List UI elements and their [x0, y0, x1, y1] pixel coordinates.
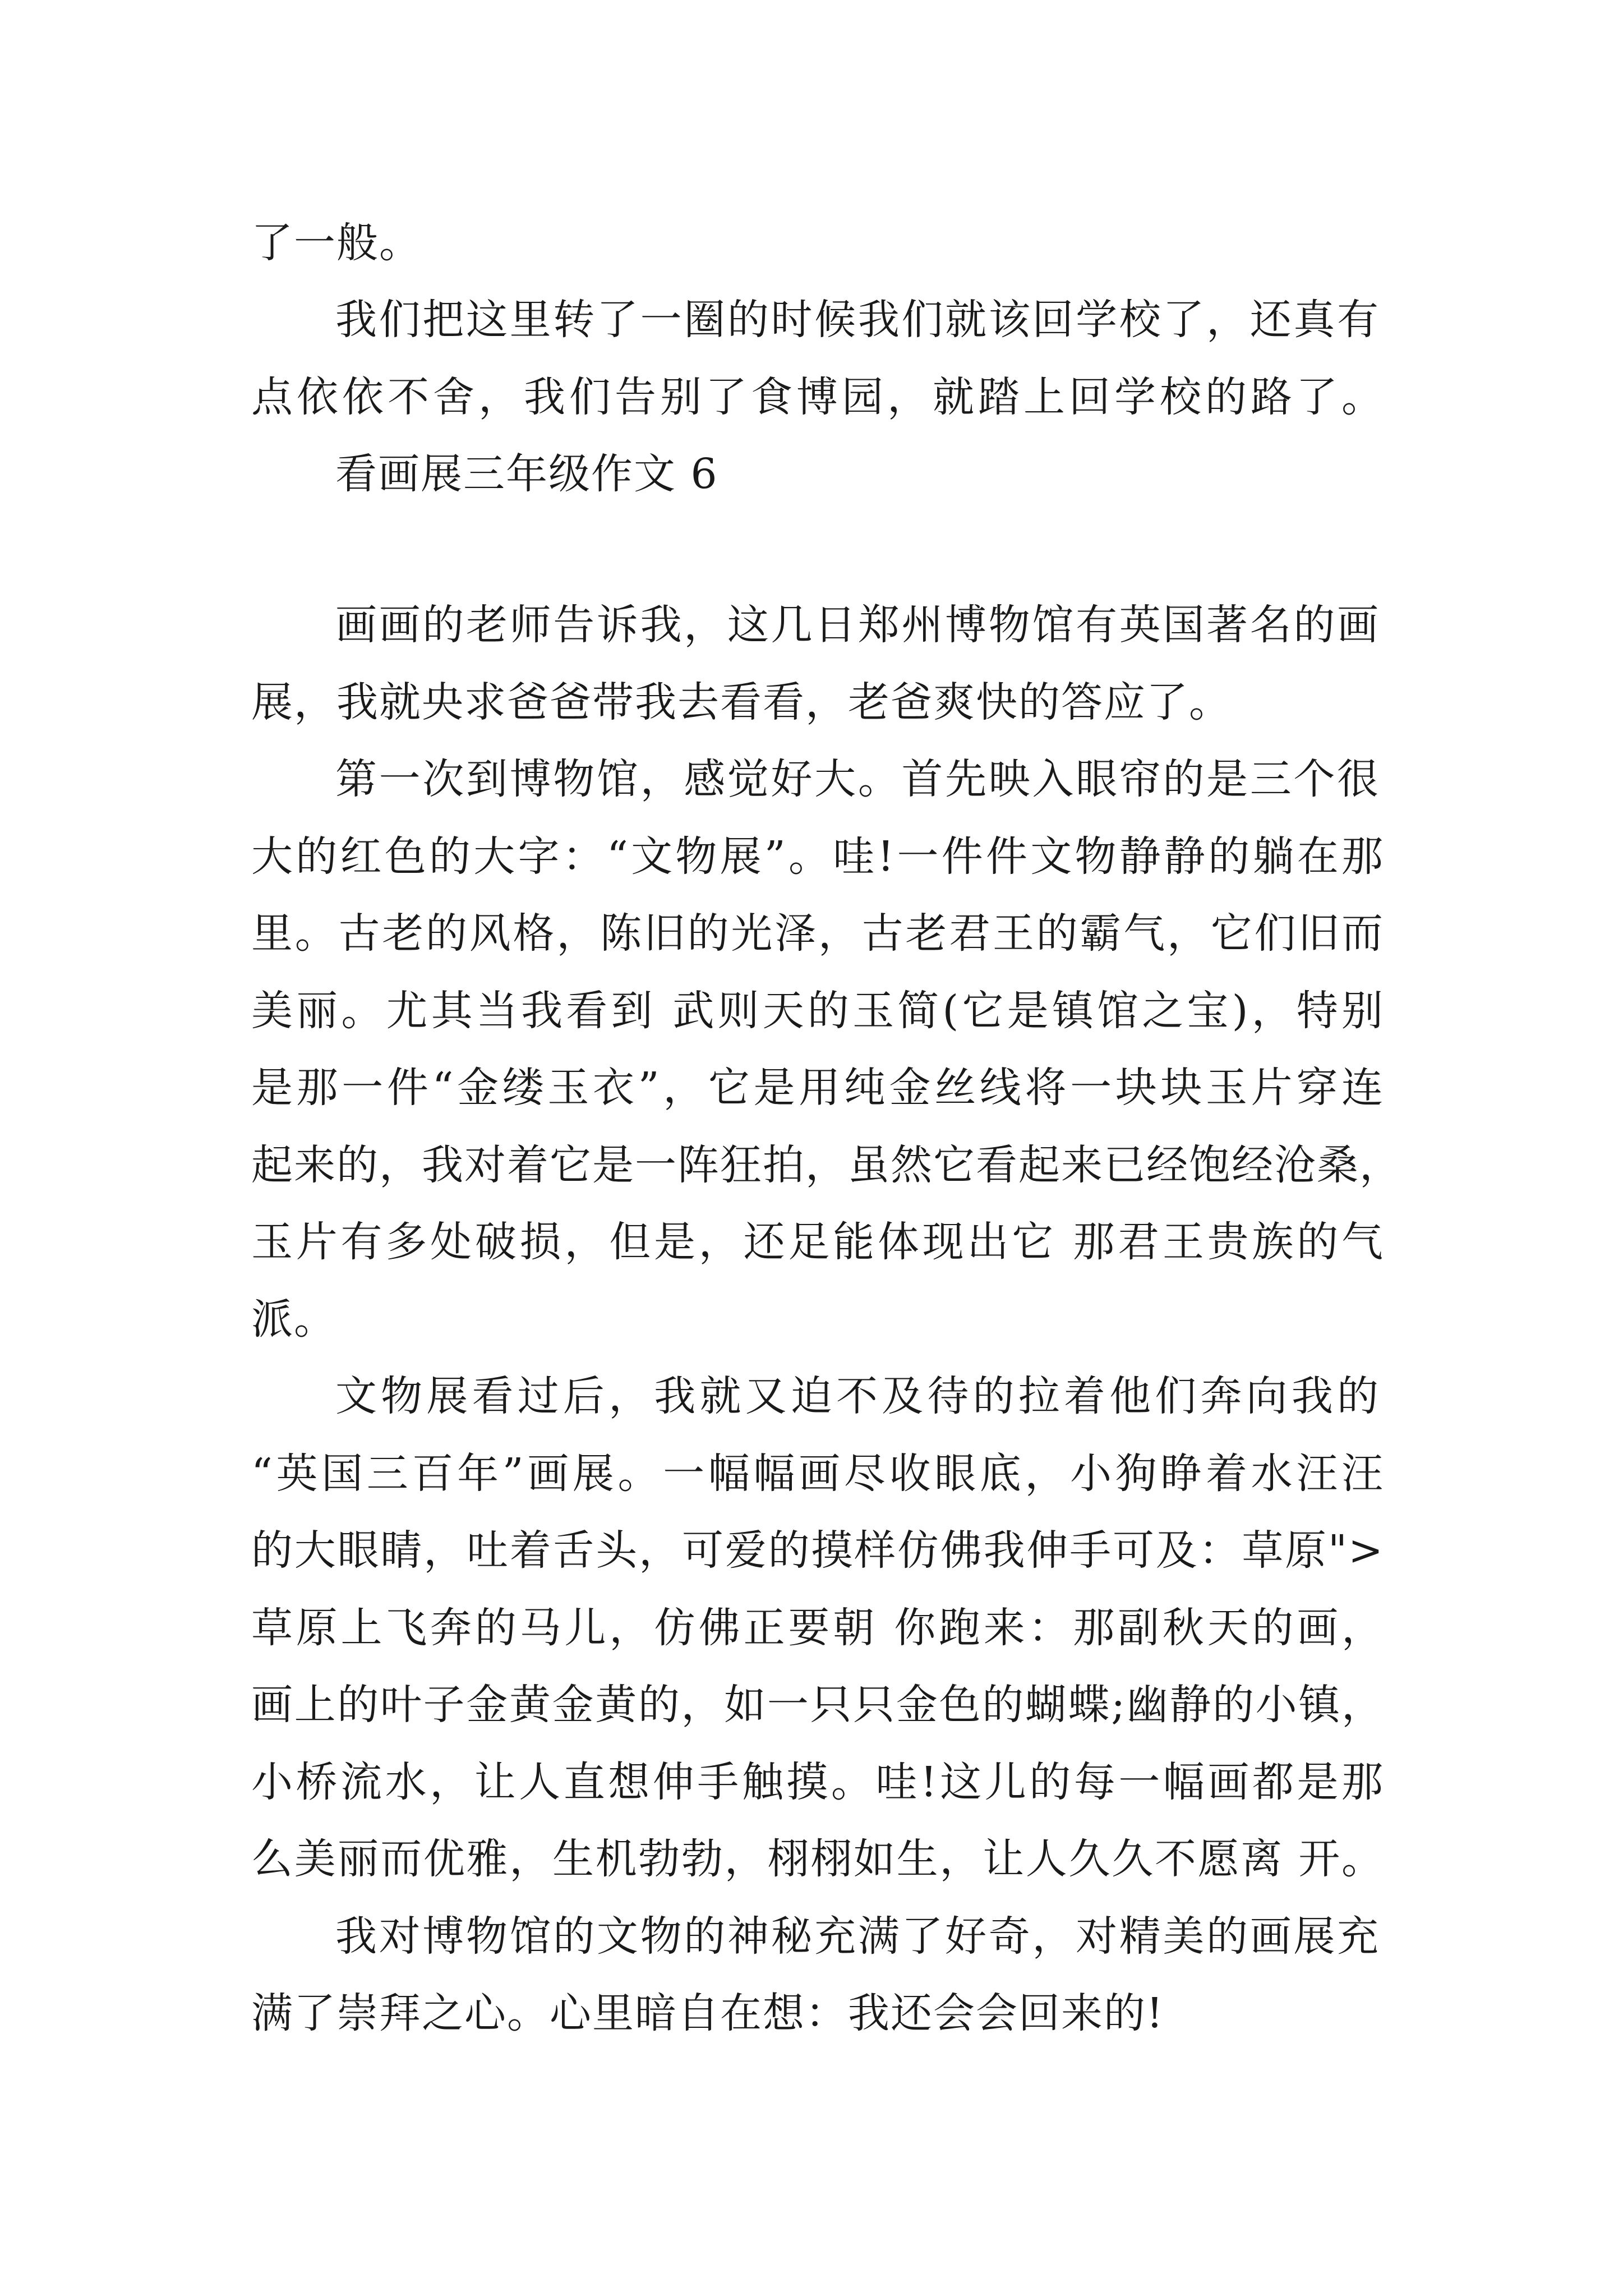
text-line: 大的红色的大字：“文物展”。哇!一件件文物静静的躺在那	[251, 832, 1384, 881]
text-line: 文物展看过后，我就又迫不及待的拉着他们奔向我的	[335, 1372, 1380, 1420]
text-line: 是那一件“金缕玉衣”，它是用纯金丝线将一块块玉片穿连	[251, 1064, 1384, 1112]
text-line: 美丽。尤其当我看到 武则天的玉简(它是镇馆之宝)，特别	[251, 987, 1384, 1035]
text-line: 了一般。	[251, 219, 422, 267]
text-line: 派。	[251, 1295, 336, 1343]
text-line: 么美丽而优雅，生机勃勃，栩栩如生，让人久久不愿离 开。	[251, 1835, 1384, 1883]
text-line: “英国三百年”画展。一幅幅画尽收眼底，小狗睁着水汪汪	[251, 1450, 1384, 1498]
text-line: 点依依不舍，我们告别了食博园，就踏上回学校的路了。	[251, 373, 1384, 421]
text-line: 起来的，我对着它是一阵狂拍，虽然它看起来已经饱经沧桑，	[251, 1141, 1402, 1189]
text-line: 小桥流水，让人直想伸手触摸。哇!这儿的每一幅画都是那	[251, 1758, 1384, 1806]
text-line: 画上的叶子金黄金黄的，如一只只金色的蝴蝶;幽静的小镇，	[251, 1681, 1384, 1729]
text-line: 展，我就央求爸爸带我去看看，老爸爽快的答应了。	[251, 678, 1232, 726]
text-line: 里。古老的风格，陈旧的光泽，古老君王的霸气，它们旧而	[251, 909, 1384, 958]
text-line: 画画的老师告诉我，这几日郑州博物馆有英国著名的画	[335, 601, 1380, 649]
text-line: 草原上飞奔的马儿，仿佛正要朝 你跑来：那副秋天的画，	[251, 1604, 1384, 1652]
text-line: 我们把这里转了一圈的时候我们就该回学校了，还真有	[335, 296, 1380, 344]
text-line: 的大眼睛，吐着舌头，可爱的摸样仿佛我伸手可及：草原">	[251, 1526, 1384, 1575]
text-line: 我对博物馆的文物的神秘充满了好奇，对精美的画展充	[335, 1912, 1380, 1961]
text-line: 玉片有多处破损，但是，还足能体现出它 那君王贵族的气	[251, 1218, 1384, 1266]
section-title: 看画展三年级作文 6	[335, 450, 718, 498]
text-line: 第一次到博物馆，感觉好大。首先映入眼帘的是三个很	[335, 755, 1380, 803]
text-line: 满了崇拜之心。心里暗自在想：我还会会回来的!	[251, 1989, 1164, 2037]
